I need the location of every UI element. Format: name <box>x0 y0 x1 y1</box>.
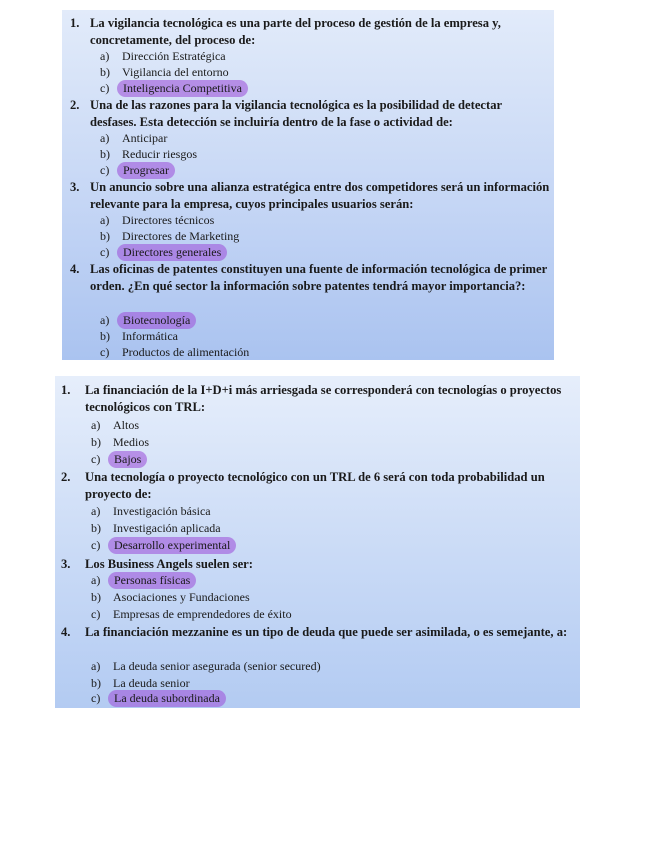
option-3b[interactable] <box>91 590 250 605</box>
option-text: La deuda senior <box>113 676 190 690</box>
option-1b[interactable] <box>100 65 229 80</box>
option-letter: c) <box>100 163 110 177</box>
answer-highlight: Inteligencia Competitiva <box>117 80 248 97</box>
option-text: Vigilancia del entorno <box>122 65 229 79</box>
option-2b[interactable] <box>91 521 221 536</box>
question-text: Una tecnología o proyecto tecnológico con un TRL de 6 será con toda probabilidad un proyecto de: <box>85 470 545 501</box>
option-letter: b) <box>100 229 110 243</box>
option-text: Altos <box>113 418 140 432</box>
option-text: Productos de alimentación <box>122 345 250 359</box>
option-text: Asociaciones y Fundaciones <box>113 590 250 604</box>
question-1 <box>70 15 550 48</box>
option-4a-selected[interactable] <box>100 313 196 328</box>
option-letter: b) <box>91 521 101 535</box>
option-letter: a) <box>100 213 110 227</box>
question-text: Una de las razones para la vigilancia tecnológica es la posibilidad de detectar desfases. Esta detección se incluiría dentro de la fase o actividad de: <box>90 98 502 129</box>
option-letter: c) <box>91 538 101 552</box>
question-text: La vigilancia tecnológica es una parte del proceso de gestión de la empresa y, concretamente, del proceso de: <box>90 16 501 47</box>
question-text: La financiación mezzanine es un tipo de deuda que puede ser asimilada, o es semejante, a: <box>85 625 568 639</box>
option-letter: c) <box>91 452 101 466</box>
option-letter: a) <box>100 131 110 145</box>
answer-highlight: Biotecnología <box>117 312 196 329</box>
option-letter: c) <box>100 345 110 359</box>
option-letter: a) <box>91 573 101 587</box>
option-3c[interactable] <box>91 607 292 622</box>
option-letter: b) <box>91 435 101 449</box>
question-text: Un anuncio sobre una alianza estratégica entre dos competidores será un información relevante para la empresa, cuyos principales usuarios serán: <box>90 180 550 211</box>
option-3a[interactable] <box>100 213 214 228</box>
option-letter: a) <box>91 659 101 673</box>
question-number: 1. <box>70 16 80 30</box>
option-letter: b) <box>100 329 110 343</box>
option-3b[interactable] <box>100 229 239 244</box>
question-text: La financiación de la I+D+i más arriesgada se corresponderá con tecnologías o proyectos tecnológicos con TRL: <box>85 383 562 414</box>
option-1c-selected[interactable] <box>91 452 147 467</box>
question-4 <box>70 261 550 294</box>
option-text: Investigación aplicada <box>113 521 221 535</box>
option-1a[interactable] <box>100 49 226 64</box>
option-letter: c) <box>91 607 101 621</box>
option-letter: a) <box>91 504 101 518</box>
option-3c-selected[interactable] <box>100 245 227 260</box>
question-2 <box>61 469 577 502</box>
option-letter: b) <box>91 676 101 690</box>
option-1a[interactable] <box>91 418 139 433</box>
option-letter: c) <box>100 81 110 95</box>
option-1c-selected[interactable] <box>100 81 248 96</box>
option-2a[interactable] <box>91 504 211 519</box>
option-text: Investigación básica <box>113 504 211 518</box>
question-3 <box>61 556 577 573</box>
option-4c[interactable] <box>100 345 249 360</box>
quiz-panel-vigilancia <box>62 10 554 360</box>
question-number: 3. <box>61 557 71 571</box>
option-2c-selected[interactable] <box>91 538 236 553</box>
question-2 <box>70 97 550 130</box>
question-text: Las oficinas de patentes constituyen una fuente de información tecnológica de primer orden. ¿En qué sector la información sobre patentes tendrá mayor importancia?: <box>90 262 547 293</box>
option-4b[interactable] <box>91 676 190 691</box>
question-number: 2. <box>61 470 71 484</box>
question-number: 4. <box>70 262 80 276</box>
option-letter: b) <box>100 147 110 161</box>
option-letter: c) <box>91 691 101 705</box>
option-text: La deuda senior asegurada (senior secured) <box>113 659 321 673</box>
option-letter: a) <box>91 418 101 432</box>
option-letter: a) <box>100 313 110 327</box>
question-3 <box>70 179 550 212</box>
option-3a-selected[interactable] <box>91 573 196 588</box>
option-text: Dirección Estratégica <box>122 49 226 63</box>
answer-highlight: Directores generales <box>117 244 227 261</box>
option-2c-selected[interactable] <box>100 163 175 178</box>
option-letter: b) <box>100 65 110 79</box>
question-4 <box>61 624 577 641</box>
option-text: Directores técnicos <box>122 213 215 227</box>
question-1 <box>61 382 577 415</box>
option-text: Informática <box>122 329 178 343</box>
option-letter: b) <box>91 590 101 604</box>
question-number: 2. <box>70 98 80 112</box>
option-text: Empresas de emprendedores de éxito <box>113 607 292 621</box>
option-2a[interactable] <box>100 131 167 146</box>
answer-highlight: La deuda subordinada <box>108 690 226 707</box>
answer-highlight: Desarrollo experimental <box>108 537 236 554</box>
option-2b[interactable] <box>100 147 197 162</box>
answer-highlight: Personas físicas <box>108 572 196 589</box>
option-letter: c) <box>100 245 110 259</box>
option-letter: a) <box>100 49 110 63</box>
option-4c-selected[interactable] <box>91 691 226 706</box>
question-number: 3. <box>70 180 80 194</box>
option-text: Medios <box>113 435 149 449</box>
answer-highlight: Progresar <box>117 162 175 179</box>
option-text: Directores de Marketing <box>122 229 240 243</box>
question-number: 1. <box>61 383 71 397</box>
option-4b[interactable] <box>100 329 178 344</box>
question-number: 4. <box>61 625 71 639</box>
option-text: Anticipar <box>122 131 168 145</box>
answer-highlight: Bajos <box>108 451 147 468</box>
option-text: Reducir riesgos <box>122 147 197 161</box>
option-1b[interactable] <box>91 435 149 450</box>
option-4a[interactable] <box>91 659 321 674</box>
quiz-panel-financiacion <box>55 376 580 708</box>
question-text: Los Business Angels suelen ser: <box>85 557 253 571</box>
